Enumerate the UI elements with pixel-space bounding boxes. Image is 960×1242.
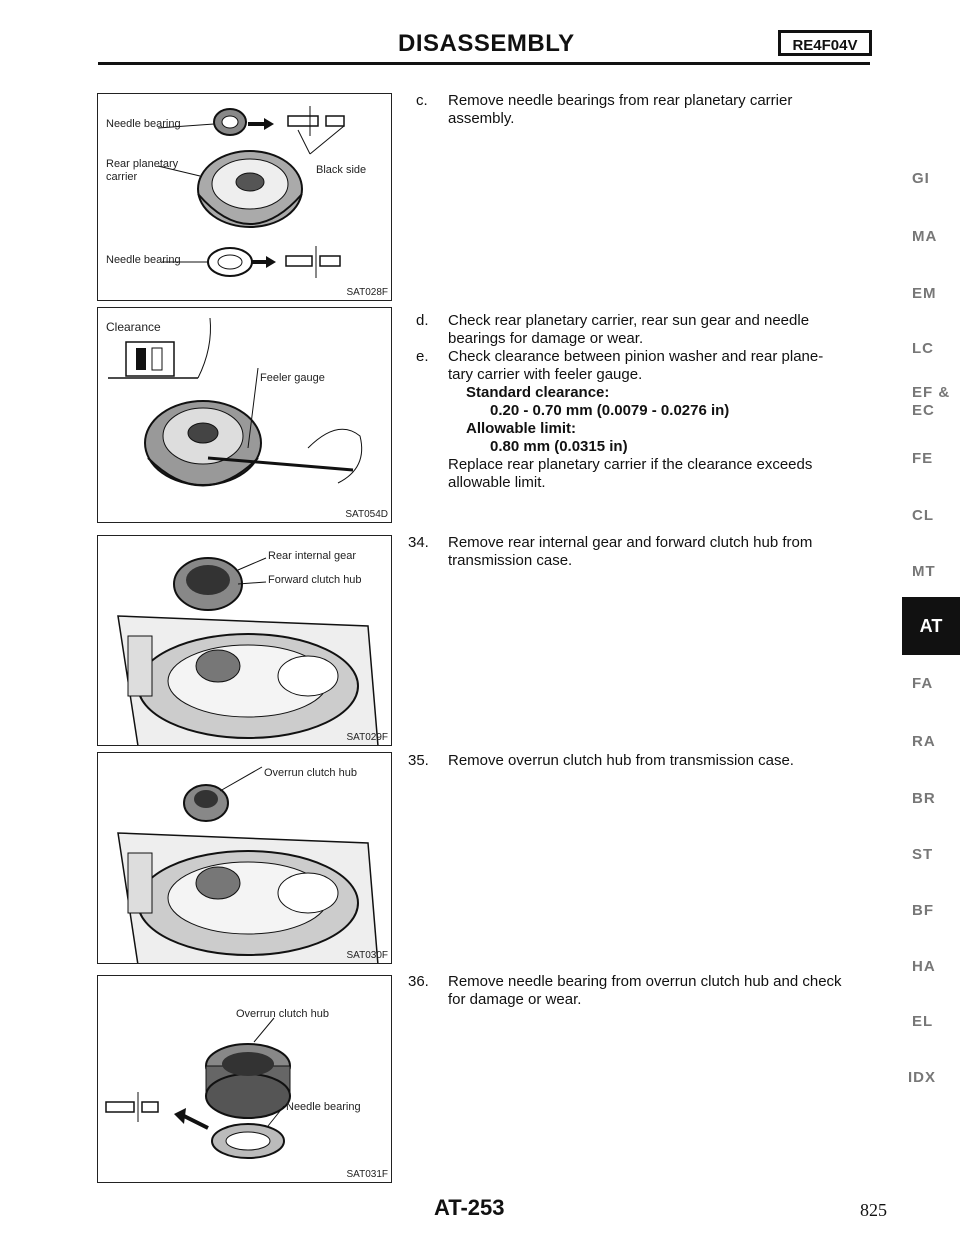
tab-st[interactable]: ST bbox=[912, 846, 934, 863]
page-title: DISASSEMBLY bbox=[398, 30, 575, 57]
tab-fe[interactable]: FE bbox=[912, 450, 934, 467]
label-rear-planetary: Rear planetary bbox=[106, 158, 179, 170]
label-black-side: Black side bbox=[316, 164, 367, 176]
figure-overrun-hub-needle-bearing bbox=[97, 975, 392, 1183]
label-clearance: Clearance bbox=[106, 320, 161, 334]
step-label: c. bbox=[416, 92, 428, 109]
step-line: Remove rear internal gear and forward clutch hub from bbox=[448, 534, 813, 551]
tab-br[interactable]: BR bbox=[912, 790, 936, 807]
spec-limit-label: Allowable limit: bbox=[466, 420, 577, 437]
page-code: AT-253 bbox=[434, 1195, 505, 1220]
figure-code: SAT054D bbox=[345, 509, 388, 520]
step-line: allowable limit. bbox=[448, 474, 546, 491]
figure-clearance-check bbox=[97, 307, 392, 523]
tab-ec[interactable]: EC bbox=[912, 402, 935, 419]
spec-standard-label: Standard clearance: bbox=[466, 384, 610, 401]
step-line: transmission case. bbox=[448, 552, 573, 569]
figure-code: SAT029F bbox=[346, 732, 388, 743]
figure-code: SAT030F bbox=[346, 950, 388, 961]
label-overrun-clutch-hub: Overrun clutch hub bbox=[264, 767, 357, 779]
illustration-transmission-case-1 bbox=[98, 536, 392, 746]
tab-ef[interactable]: EF & bbox=[912, 384, 951, 401]
label-carrier: carrier bbox=[106, 171, 138, 183]
step-line: Check rear planetary carrier, rear sun gear and needle bbox=[448, 312, 810, 329]
step-line: Remove needle bearings from rear planetary carrier bbox=[448, 92, 793, 109]
tab-bf[interactable]: BF bbox=[912, 902, 934, 919]
tab-gi[interactable]: GI bbox=[912, 170, 930, 187]
tab-at[interactable]: AT bbox=[902, 597, 960, 655]
label-forward-clutch-hub: Forward clutch hub bbox=[268, 574, 362, 586]
step-line: for damage or wear. bbox=[448, 991, 582, 1008]
tab-cl[interactable]: CL bbox=[912, 507, 934, 524]
step-label: d. bbox=[416, 312, 429, 329]
step-c bbox=[408, 92, 908, 128]
page-number: 825 bbox=[860, 1200, 887, 1220]
model-badge: RE4F04V bbox=[778, 30, 872, 56]
illustration-feeler-gauge bbox=[98, 308, 392, 523]
illustration-transmission-case-2 bbox=[98, 753, 392, 964]
label-needle-bearing: Needle bearing bbox=[286, 1101, 361, 1113]
tab-lc[interactable]: LC bbox=[912, 340, 934, 357]
tab-em[interactable]: EM bbox=[912, 285, 937, 302]
step-34 bbox=[408, 534, 908, 570]
label-needle-bearing-bottom: Needle bearing bbox=[106, 254, 181, 266]
tab-ra[interactable]: RA bbox=[912, 733, 936, 750]
header-rule bbox=[98, 62, 870, 65]
figure-rear-planetary-carrier bbox=[97, 93, 392, 301]
step-line: Check clearance between pinion washer and rear plane- bbox=[448, 348, 824, 365]
step-label: e. bbox=[416, 348, 429, 365]
step-line: assembly. bbox=[448, 110, 515, 127]
step-label: 36. bbox=[408, 973, 429, 990]
tab-idx[interactable]: IDX bbox=[908, 1069, 937, 1086]
step-label: 34. bbox=[408, 534, 429, 551]
step-label: 35. bbox=[408, 752, 429, 769]
figure-code: SAT028F bbox=[346, 287, 388, 298]
label-needle-bearing-top: Needle bearing bbox=[106, 118, 181, 130]
label-rear-internal-gear: Rear internal gear bbox=[268, 550, 357, 562]
figure-rear-internal-gear bbox=[97, 535, 392, 746]
step-36 bbox=[408, 973, 908, 1009]
tab-el[interactable]: EL bbox=[912, 1013, 934, 1030]
step-line: Replace rear planetary carrier if the clearance exceeds bbox=[448, 456, 813, 473]
spec-limit-value: 0.80 mm (0.0315 in) bbox=[490, 438, 628, 455]
spec-standard-value: 0.20 - 0.70 mm (0.0079 - 0.0276 in) bbox=[490, 402, 730, 419]
tab-fa[interactable]: FA bbox=[912, 675, 934, 692]
tab-mt[interactable]: MT bbox=[912, 563, 936, 580]
tab-ma[interactable]: MA bbox=[912, 228, 938, 245]
label-feeler-gauge: Feeler gauge bbox=[260, 372, 325, 384]
step-line: Remove needle bearing from overrun clutch hub and check bbox=[448, 973, 842, 990]
tab-ha[interactable]: HA bbox=[912, 958, 936, 975]
step-line: tary carrier with feeler gauge. bbox=[448, 366, 643, 383]
step-line: Remove overrun clutch hub from transmission case. bbox=[448, 752, 794, 769]
step-35 bbox=[408, 752, 908, 770]
step-line: bearings for damage or wear. bbox=[448, 330, 644, 347]
figure-code: SAT031F bbox=[346, 1169, 388, 1180]
label-overrun-clutch-hub: Overrun clutch hub bbox=[236, 1008, 329, 1020]
step-d-e bbox=[408, 312, 908, 492]
figure-overrun-clutch-hub bbox=[97, 752, 392, 964]
